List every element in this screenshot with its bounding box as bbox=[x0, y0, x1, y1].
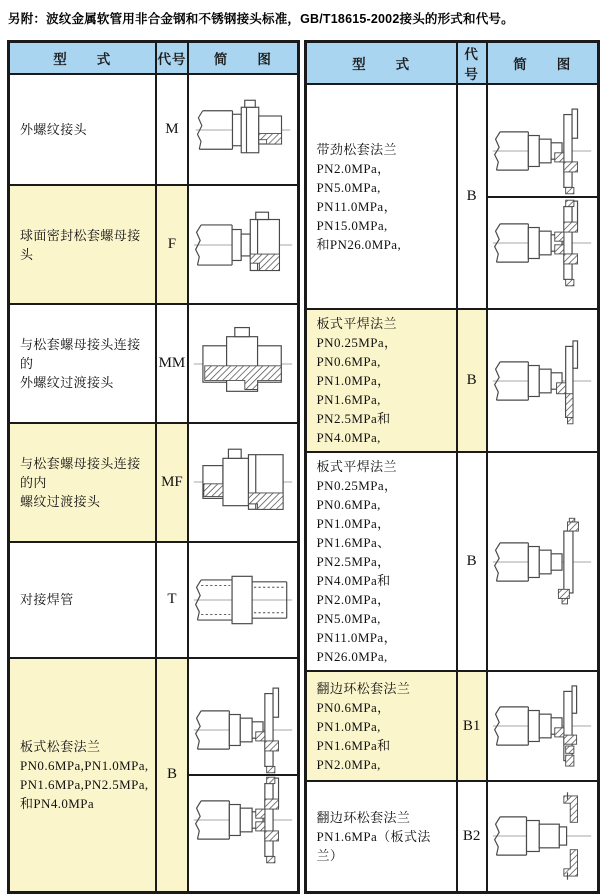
plate-weld-flange-2-diagram bbox=[488, 517, 597, 607]
col-header-type: 型 式 bbox=[305, 42, 457, 85]
fitting-diagram bbox=[192, 776, 294, 864]
col-header-code: 代号 bbox=[457, 42, 487, 85]
table-row bbox=[9, 658, 299, 892]
diagram-cell bbox=[487, 781, 599, 892]
type-line: PN2.0MPa，PN5.0MPa, bbox=[316, 592, 391, 626]
fitting-diagram bbox=[192, 437, 294, 527]
type-line: 球面密封松套螺母接头 bbox=[20, 227, 141, 262]
table-row bbox=[305, 781, 598, 892]
plate-weld-flange-diagram bbox=[488, 336, 597, 426]
table-row bbox=[9, 304, 299, 422]
header-row bbox=[9, 42, 299, 75]
type-cell bbox=[9, 658, 156, 892]
right-table-body bbox=[305, 84, 598, 892]
fitting-diagram bbox=[192, 686, 294, 774]
butt-weld-pipe-diagram bbox=[189, 556, 296, 644]
fittings-table-left bbox=[7, 40, 300, 894]
diagram-cell bbox=[188, 304, 298, 422]
fitting-diagram bbox=[192, 200, 294, 290]
diagram-cell bbox=[188, 423, 298, 542]
left-table-body bbox=[9, 74, 299, 892]
diagram-cell bbox=[188, 185, 298, 304]
fitting-diagram bbox=[491, 517, 593, 607]
code-cell: B2 bbox=[457, 781, 487, 892]
type-line: PN0.25MPa，PN0.6MPa, bbox=[316, 478, 398, 512]
type-cell bbox=[9, 304, 156, 422]
type-line: 板式平焊法兰 bbox=[316, 316, 397, 331]
type-line: PN0.6MPa,PN1.0MPa, bbox=[20, 757, 149, 773]
type-line: 与松套螺母接头连接的 bbox=[20, 337, 141, 372]
type-line: PN11.0MPa，PN15.0MPa, bbox=[316, 198, 397, 233]
type-cell bbox=[9, 542, 156, 658]
col-header-type: 型 式 bbox=[9, 42, 156, 75]
type-line: PN1.6MPa和PN2.0MPa, bbox=[316, 737, 391, 772]
diagram-cell bbox=[487, 309, 599, 452]
male-thread-joint-diagram bbox=[189, 88, 296, 172]
fitting-diagram bbox=[192, 556, 294, 644]
type-line: 和PN4.0MPa bbox=[20, 795, 95, 811]
diagram-cell bbox=[487, 671, 599, 781]
fitting-diagram bbox=[491, 198, 593, 288]
code-cell: M bbox=[156, 74, 189, 185]
page-caption: 另附：波纹金属软管用非合金钢和不锈钢接头标准，GB/T18615-2002接头的形式和代号。 bbox=[8, 12, 514, 26]
neck-loose-flange-section-diagram bbox=[488, 196, 597, 288]
type-line: PN1.6MPa（板式法兰） bbox=[316, 828, 431, 863]
type-line: 翻边环松套法兰 bbox=[316, 680, 411, 696]
diagram-cell bbox=[188, 542, 298, 658]
table-row bbox=[305, 671, 598, 781]
diagram-cell bbox=[188, 74, 298, 185]
code-cell: T bbox=[156, 542, 189, 658]
type-line: PN2.5MPa，PN4.0MPa和 bbox=[316, 554, 391, 588]
code-cell: B bbox=[156, 658, 189, 892]
type-cell bbox=[305, 309, 457, 452]
diagram-cell bbox=[487, 84, 599, 309]
type-line: PN1.6MPa,PN2.5MPa, bbox=[20, 776, 149, 792]
flanged-ring-loose-flange-diagram bbox=[488, 681, 597, 771]
neck-loose-flange-front-diagram bbox=[488, 106, 597, 196]
type-line: PN2.0MPa，PN5.0MPa, bbox=[316, 160, 391, 195]
type-line: 外螺纹过渡接头 bbox=[20, 375, 114, 391]
table-row bbox=[305, 84, 598, 309]
code-cell: MM bbox=[156, 304, 189, 422]
type-line: PN1.0MPa，PN1.6MPa、 bbox=[316, 516, 391, 550]
flanged-ring-plate-flange-diagram bbox=[488, 791, 597, 881]
type-line: 对接焊管 bbox=[20, 592, 74, 608]
type-line: PN11.0MPa，PN26.0MPa, bbox=[316, 630, 397, 664]
type-line: 带劲松套法兰 bbox=[316, 141, 397, 157]
type-line: 外螺纹接头 bbox=[20, 122, 88, 138]
code-cell: B bbox=[457, 309, 487, 452]
type-line: 与松套螺母接头连接的内 bbox=[20, 455, 141, 490]
code-cell: F bbox=[156, 185, 189, 304]
type-line: PN2.5MPa和PN4.0MPa, bbox=[316, 411, 391, 445]
type-line: 螺纹过渡接头 bbox=[20, 493, 101, 509]
table-row bbox=[305, 309, 598, 452]
table-row bbox=[9, 185, 299, 304]
type-cell bbox=[9, 185, 156, 304]
fittings-table-right bbox=[304, 40, 600, 894]
fitting-diagram bbox=[192, 88, 294, 172]
fitting-diagram bbox=[491, 791, 593, 881]
table-row bbox=[9, 542, 299, 658]
type-cell bbox=[305, 671, 457, 781]
male-male-adapter-diagram bbox=[189, 319, 296, 409]
table-row bbox=[9, 423, 299, 542]
fittings-table bbox=[7, 40, 600, 894]
table-row bbox=[305, 452, 598, 671]
fitting-diagram bbox=[491, 336, 593, 426]
type-cell bbox=[305, 781, 457, 892]
type-line: 板式松套法兰 bbox=[20, 738, 101, 754]
col-header-code: 代号 bbox=[156, 42, 189, 75]
type-line: PN0.6MPa，PN1.0MPa, bbox=[316, 699, 391, 734]
type-line: PN0.25MPa，PN0.6MPa, bbox=[316, 335, 398, 369]
code-cell: B1 bbox=[457, 671, 487, 781]
diagram-cell bbox=[487, 452, 599, 671]
type-line: 翻边环松套法兰 bbox=[316, 809, 411, 825]
col-header-diagram: 简 图 bbox=[487, 42, 599, 85]
type-cell bbox=[9, 74, 156, 185]
type-line: 板式平焊法兰 bbox=[316, 459, 397, 474]
type-cell bbox=[305, 84, 457, 309]
col-header-diagram: 简 图 bbox=[188, 42, 298, 75]
type-line: 和PN26.0MPa, bbox=[316, 236, 402, 252]
code-cell: B bbox=[457, 84, 487, 309]
code-cell: MF bbox=[156, 423, 189, 542]
type-line: PN1.0MPa，PN1.6MPa, bbox=[316, 373, 391, 407]
male-female-adapter-diagram bbox=[189, 437, 296, 527]
diagram-cell bbox=[188, 658, 298, 892]
type-cell bbox=[9, 423, 156, 542]
code-cell: B bbox=[457, 452, 487, 671]
plate-loose-flange-section-diagram bbox=[189, 774, 296, 864]
fitting-diagram bbox=[491, 106, 593, 196]
header-row bbox=[305, 42, 598, 85]
fitting-diagram bbox=[192, 319, 294, 409]
fitting-diagram bbox=[491, 681, 593, 771]
type-cell bbox=[305, 452, 457, 671]
spherical-loose-nut-joint-diagram bbox=[189, 200, 296, 290]
plate-loose-flange-front-diagram bbox=[189, 686, 296, 774]
table-row bbox=[9, 74, 299, 185]
